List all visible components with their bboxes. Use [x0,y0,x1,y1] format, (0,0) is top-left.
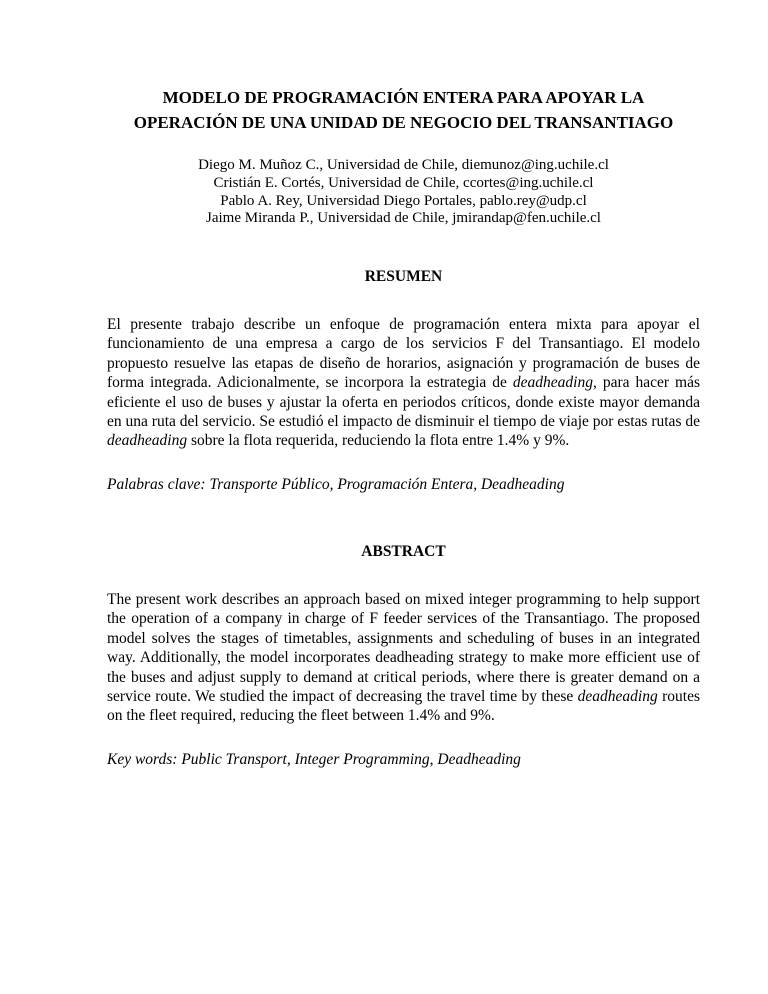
resumen-segment: sobre la flota requerida, reduciendo la flota entre 1.4% y 9%. [187,432,570,450]
author-line-3: Pablo A. Rey, Universidad Diego Portales, pablo.rey@udp.cl [220,192,587,209]
resumen-segment-italic: deadheading [107,432,188,450]
paper-title-line2: OPERACIÓN DE UNA UNIDAD DE NEGOCIO DEL TRANSANTIAGO [133,112,674,132]
palabras-clave: Palabras clave: Transporte Público, Programación Entera, Deadheading [107,475,565,493]
abstract-heading: ABSTRACT [361,543,446,561]
abstract-segment: routes on the fleet required, reducing the fleet between 1.4% and 9%. [107,687,700,725]
author-line-1: Diego M. Muñoz C., Universidad de Chile, diemunoz@ing.uchile.cl [198,157,609,174]
key-words: Key words: Public Transport, Integer Programming, Deadheading [107,750,521,768]
abstract-paragraph [107,590,700,726]
author-line-4: Jaime Miranda P., Universidad de Chile, jmirandap@fen.uchile.cl [206,210,601,227]
resumen-segment: El presente trabajo describe un enfoque de programación entera mixta para apoyar el funcionamiento de una empresa a cargo de los servicios F del Transantiago. El modelo propuesto resuelve las etapas de diseño de horarios, asignación y programación de buses de forma integrada. Adicionalmente, se incorpora la estrategia de [107,316,700,392]
author-list [107,157,700,228]
resumen-segment-italic: deadheading [512,374,593,392]
abstract-segment-italic: deadheading [577,687,658,705]
author-line-2: Cristián E. Cortés, Universidad de Chile, ccortes@ing.uchile.cl [213,174,594,191]
resumen-segment: , para hacer más eficiente el uso de buses y ajustar la oferta en periodos críticos, donde existe mayor demanda en una ruta del servicio. Se estudió el impacto de disminuir el tiempo de viaje por estas rutas de [107,374,700,430]
resumen-heading: RESUMEN [364,268,443,286]
paper-title-line1: MODELO DE PROGRAMACIÓN ENTERA PARA APOYAR LA [162,88,645,107]
abstract-segment: The present work describes an approach based on mixed integer programming to help support the operation of a company in charge of F feeder services of the Transantiago. The proposed model solves the stages of timetables, assignments and scheduling of buses in an integrated way. Additionally, the model incorporates deadheading strategy to make more efficient use of the buses and adjust supply to demand at critical periods, where there is greater demand on a service route. We studied the impact of decreasing the travel time by these [107,591,700,705]
paper-title [107,86,700,135]
resumen-paragraph [107,315,700,451]
